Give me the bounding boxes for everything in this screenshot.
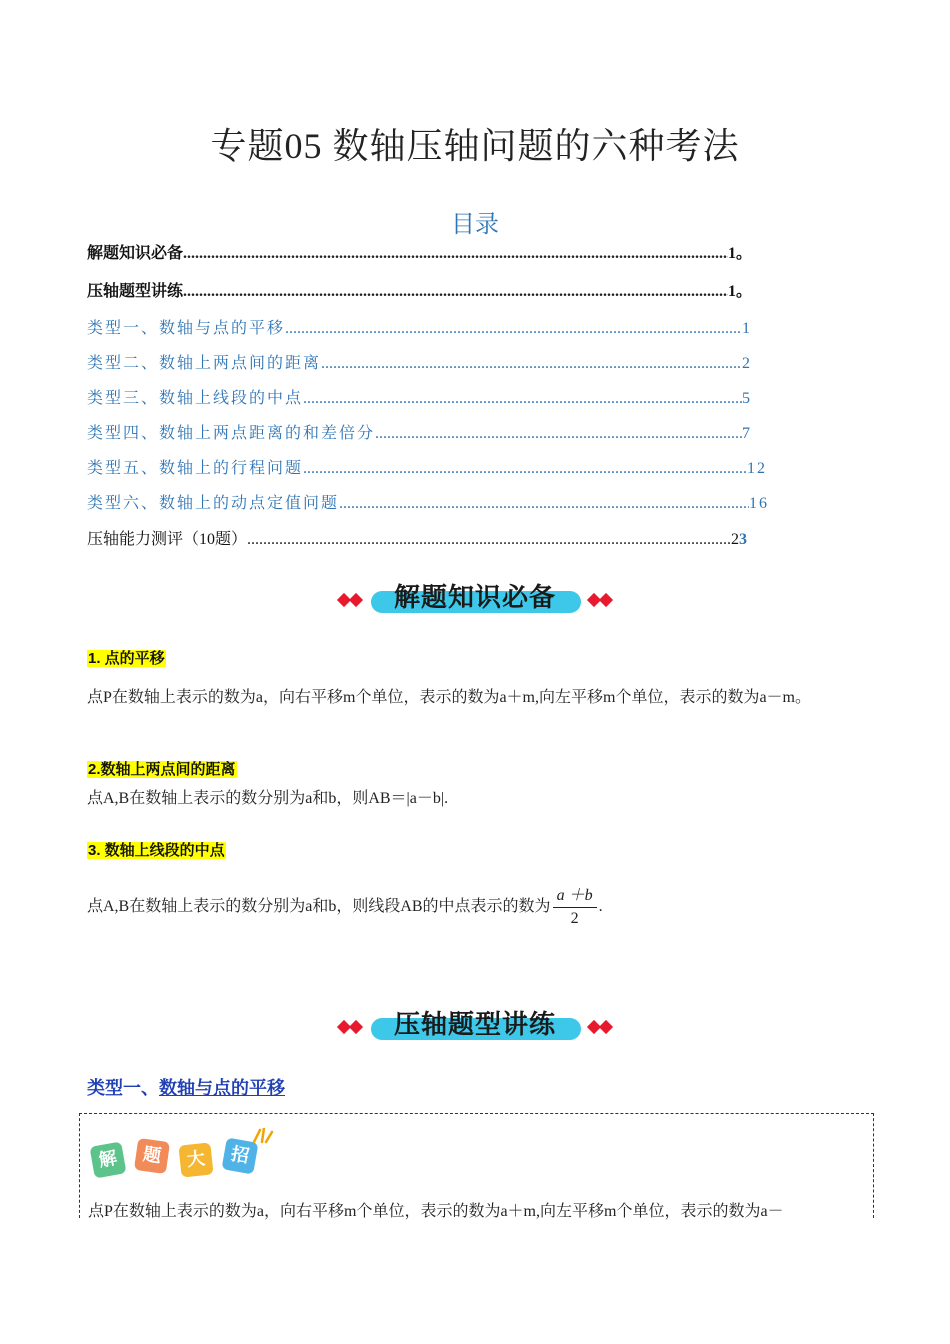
badge-tile: 题 xyxy=(134,1138,170,1174)
type-title-link[interactable]: 数轴与点的平移 xyxy=(159,1078,285,1098)
toc-leader xyxy=(183,245,728,263)
knowledge-item-text xyxy=(87,885,867,930)
toc-entry-page: 1。 xyxy=(727,283,752,300)
toc-entry[interactable] xyxy=(87,526,747,549)
banner-text: 压轴题型讲练 xyxy=(393,1010,556,1040)
toc-entry-page xyxy=(731,531,747,549)
knowledge-item-title xyxy=(87,647,166,668)
fraction-denominator: 2 xyxy=(570,910,579,927)
toc-heading: 目录 xyxy=(451,212,499,238)
toc-entry-label: 解题知识必备 xyxy=(87,245,184,262)
highlighted-heading: 1. 点的平移 xyxy=(88,650,165,667)
toc-entry[interactable] xyxy=(87,490,769,513)
toc-entry[interactable] xyxy=(87,350,752,373)
knowledge-item-title xyxy=(87,839,226,860)
toc-entry[interactable] xyxy=(87,385,752,408)
toc-entry[interactable] xyxy=(87,278,752,301)
highlighted-heading: 2.数轴上两点间的距离 xyxy=(88,761,236,778)
midpoint-text: 点A,B在数轴上表示的数分别为a和b，则线段AB的中点表示的数为 xyxy=(87,898,551,916)
knowledge-item-text: 点A,B在数轴上表示的数分别为a和b，则AB＝|a－b|. xyxy=(87,790,449,807)
toc-leader xyxy=(183,283,728,301)
toc-entry-page: 12 xyxy=(747,460,767,477)
midpoint-tail: . xyxy=(598,898,603,916)
toc-entry-label: 类型四、数轴上两点距离的和差倍分 xyxy=(87,425,376,442)
section-banner-knowledge xyxy=(335,575,615,625)
toc-leader xyxy=(321,355,742,373)
toc-page-main: 2 xyxy=(731,531,739,548)
type-heading[interactable] xyxy=(87,1074,285,1100)
toc-entry-page: 16 xyxy=(749,495,769,512)
page-title: 专题05 数轴压轴问题的六种考法 xyxy=(210,126,740,166)
toc-entry-page: 1 xyxy=(742,320,752,337)
toc-entry-label: 压轴题型讲练 xyxy=(87,283,184,300)
tip-box xyxy=(79,1113,874,1218)
badge-tile: 解 xyxy=(89,1141,126,1178)
toc-leader xyxy=(303,390,742,408)
tips-badge xyxy=(92,1134,282,1184)
toc-entry-label: 类型二、数轴上两点间的距离 xyxy=(87,355,322,372)
section-banner-practice xyxy=(335,1002,615,1052)
toc-entry-label: 类型六、数轴上的动点定值问题 xyxy=(87,495,340,512)
toc-entry-label: 类型三、数轴上线段的中点 xyxy=(87,390,304,407)
highlighted-heading: 3. 数轴上线段的中点 xyxy=(88,842,225,859)
toc-leader xyxy=(339,495,749,513)
toc-leader xyxy=(285,320,742,338)
toc-entry-page: 1。 xyxy=(727,245,752,262)
sparkle-icon xyxy=(250,1128,274,1144)
toc-leader xyxy=(303,460,747,478)
toc-entry[interactable] xyxy=(87,455,767,478)
knowledge-item-title xyxy=(87,758,237,779)
knowledge-item-text: 点P在数轴上表示的数为a，向右平移m个单位，表示的数为a＋m,向左平移m个单位，表示的数为a－m。 xyxy=(87,689,811,706)
toc-entry[interactable] xyxy=(87,420,752,443)
type-prefix: 类型一、 xyxy=(87,1078,159,1098)
toc-entry-label: 压轴能力测评（10题） xyxy=(87,531,248,548)
fraction xyxy=(553,885,597,930)
toc-leader xyxy=(375,425,742,443)
toc-page-accent: 3 xyxy=(739,531,747,548)
toc-entry-page: 5 xyxy=(742,390,752,407)
banner-text: 解题知识必备 xyxy=(393,583,556,613)
toc-entry[interactable] xyxy=(87,240,752,263)
badge-tile: 招 xyxy=(221,1137,258,1174)
toc-entry-page: 2 xyxy=(742,355,752,372)
toc-entry-label: 类型五、数轴上的行程问题 xyxy=(87,460,304,477)
toc-entry-label: 类型一、数轴与点的平移 xyxy=(87,320,286,337)
badge-tile: 大 xyxy=(178,1142,213,1177)
toc-entry[interactable] xyxy=(87,315,752,338)
toc-leader xyxy=(247,531,731,549)
tip-text: 点P在数轴上表示的数为a，向右平移m个单位，表示的数为a＋m,向左平移m个单位，表示的数为a－ xyxy=(88,1203,784,1220)
toc-entry-page: 7 xyxy=(742,425,752,442)
fraction-numerator: a ＋b xyxy=(553,885,597,908)
